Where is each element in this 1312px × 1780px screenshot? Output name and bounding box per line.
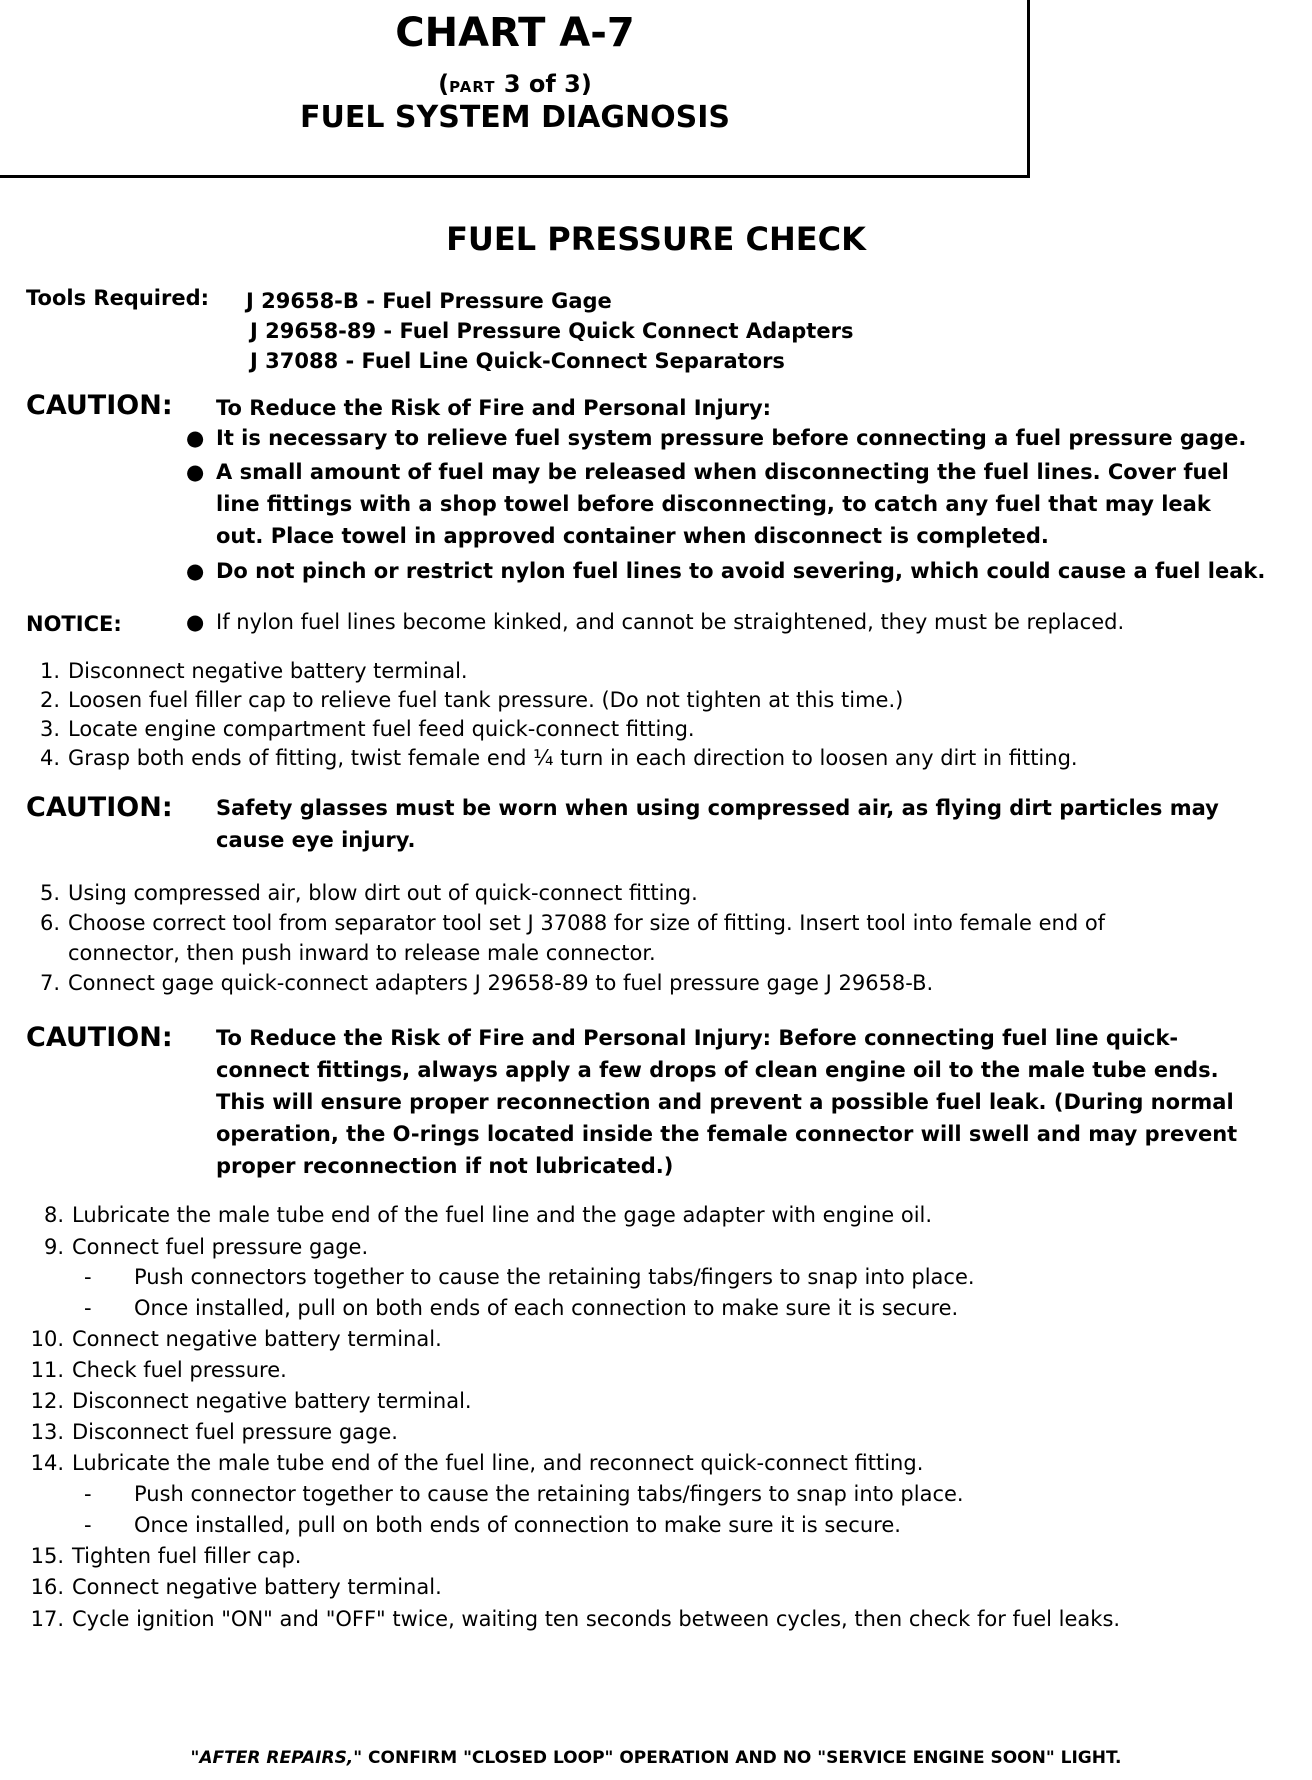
- bullet-icon: ●: [186, 610, 205, 634]
- chart-header-box: [0, 0, 1030, 178]
- bullet-icon: ●: [186, 426, 205, 450]
- chart-subtitle: FUEL SYSTEM DIAGNOSIS: [300, 100, 730, 135]
- bullet-icon: ●: [186, 559, 205, 583]
- caution-intro: To Reduce the Risk of Fire and Personal Injury:: [216, 396, 772, 420]
- part-small-label: PART: [449, 78, 496, 96]
- tool-item: J 29658-89 - Fuel Pressure Quick Connect Adapters: [250, 319, 854, 343]
- caution-label: CAUTION:: [26, 1022, 173, 1053]
- notice-text: If nylon fuel lines become kinked, and cannot be straightened, they must be replaced.: [216, 610, 1125, 634]
- section-title: FUEL PRESSURE CHECK: [446, 220, 866, 258]
- tool-item: J 37088 - Fuel Line Quick-Connect Separators: [250, 349, 785, 373]
- bullet-icon: ●: [186, 460, 205, 484]
- footer-emphasis: "AFTER REPAIRS,": [190, 1748, 363, 1768]
- notice-label: NOTICE:: [26, 612, 122, 636]
- caution-label: CAUTION:: [26, 792, 173, 823]
- tool-item: J 29658-B - Fuel Pressure Gage: [246, 289, 612, 313]
- part-rest: 3 of 3): [495, 70, 592, 98]
- part-indicator: [0, 70, 1030, 98]
- tools-label: Tools Required:: [26, 286, 210, 310]
- footer-text: CONFIRM "CLOSED LOOP" OPERATION AND NO "SERVICE ENGINE SOON" LIGHT.: [362, 1748, 1122, 1768]
- footer-note: [0, 1748, 1312, 1768]
- chart-title: CHART A-7: [395, 10, 635, 56]
- part-open: (: [438, 70, 450, 98]
- caution-label: CAUTION:: [26, 390, 173, 421]
